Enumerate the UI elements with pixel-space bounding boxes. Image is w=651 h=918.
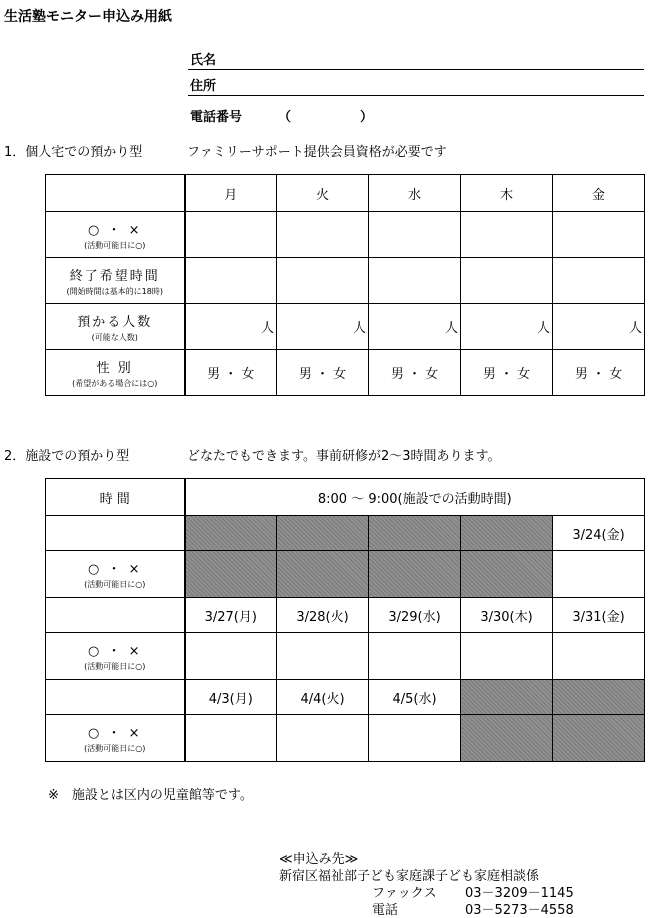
date-cell: 4/4(火): [277, 680, 369, 715]
section2-heading: 2．施設での預かり型: [4, 449, 130, 464]
time-value: 8:00 ～ 9:00(施設での活動時間): [185, 479, 645, 516]
gender-label: 性 別: [96, 360, 133, 376]
availability-sub: (活動可能日に○): [84, 744, 146, 753]
date-row-header: [46, 516, 185, 551]
gender-cell[interactable]: 男 ・ 女: [277, 350, 369, 396]
fax-label: ファックス: [372, 886, 437, 901]
end-time-sub: (開始時間は基本的に18時): [66, 286, 163, 296]
day-wed: 水: [369, 175, 461, 212]
availability-cell[interactable]: [185, 633, 277, 680]
phone-field[interactable]: [190, 106, 374, 125]
count-cell[interactable]: 人: [461, 304, 553, 350]
count-cell[interactable]: 人: [553, 304, 645, 350]
date-cell: 3/24(金): [553, 516, 645, 551]
address-field[interactable]: [188, 78, 644, 96]
date-cell: 3/31(金): [553, 598, 645, 633]
day-mon: 月: [185, 175, 277, 212]
availability-header: [46, 633, 185, 680]
availability-header: [46, 551, 185, 598]
contact-org: 新宿区福祉部子ども家庭課子ども家庭相談係: [279, 869, 540, 884]
availability-cell[interactable]: [461, 633, 553, 680]
availability-header: [46, 212, 185, 258]
end-time-cell[interactable]: [461, 258, 553, 304]
contact-heading: ≪申込み先≫: [279, 852, 359, 867]
end-time-label: 終了希望時間: [69, 268, 160, 284]
date-cell: 3/30(木): [461, 598, 553, 633]
day-tue: 火: [277, 175, 369, 212]
count-header: [46, 304, 185, 350]
availability-cell[interactable]: [185, 212, 277, 258]
shaded-cell: [277, 516, 369, 551]
phone-paren-close: ）: [360, 110, 374, 125]
availability-header: [46, 715, 185, 762]
count-cell[interactable]: 人: [277, 304, 369, 350]
end-time-cell[interactable]: [185, 258, 277, 304]
availability-cell[interactable]: [461, 212, 553, 258]
section1-note: ファミリーサポート提供会員資格が必要です: [187, 145, 447, 160]
availability-cell[interactable]: [553, 633, 645, 680]
availability-label: ○ ・ ×: [87, 562, 142, 577]
availability-cell[interactable]: [277, 715, 369, 762]
shaded-cell: [369, 516, 461, 551]
section1-heading: 1．個人宅での預かり型: [4, 145, 143, 160]
availability-cell[interactable]: [185, 715, 277, 762]
availability-cell[interactable]: [369, 715, 461, 762]
count-cell[interactable]: 人: [185, 304, 277, 350]
section2-note: どなたでもできます。事前研修が2～3時間あります。: [187, 449, 501, 464]
name-field[interactable]: [188, 52, 644, 70]
availability-cell[interactable]: [369, 633, 461, 680]
availability-label: ○ ・ ×: [87, 222, 142, 238]
availability-cell[interactable]: [553, 551, 645, 598]
availability-cell[interactable]: [277, 633, 369, 680]
end-time-header: [46, 258, 185, 304]
date-cell: 4/3(月): [185, 680, 277, 715]
facility-table: [45, 478, 645, 762]
tel-number: 03－5273－4558: [465, 903, 574, 918]
end-time-cell[interactable]: [369, 258, 461, 304]
availability-cell[interactable]: [553, 212, 645, 258]
count-sub: (可能な人数): [91, 332, 138, 342]
availability-label: ○ ・ ×: [87, 726, 142, 741]
date-cell: 4/5(水): [369, 680, 461, 715]
availability-cell[interactable]: [369, 212, 461, 258]
shaded-cell: [461, 551, 553, 598]
gender-sub: (希望がある場合には○): [72, 378, 158, 388]
day-thu: 木: [461, 175, 553, 212]
shaded-cell: [553, 680, 645, 715]
shaded-cell: [461, 680, 553, 715]
gender-cell[interactable]: 男 ・ 女: [369, 350, 461, 396]
date-row-header: [46, 680, 185, 715]
name-label: 氏名: [190, 53, 217, 68]
end-time-cell[interactable]: [553, 258, 645, 304]
date-row-header: [46, 598, 185, 633]
count-label: 預かる人数: [77, 314, 153, 330]
shaded-cell: [185, 516, 277, 551]
date-cell: 3/27(月): [185, 598, 277, 633]
availability-sub: (活動可能日に○): [84, 662, 146, 671]
gender-header: [46, 350, 185, 396]
shaded-cell: [461, 516, 553, 551]
gender-cell[interactable]: 男 ・ 女: [553, 350, 645, 396]
fax-number: 03－3209－1145: [465, 886, 574, 901]
time-header: 時 間: [46, 479, 185, 516]
count-cell[interactable]: 人: [369, 304, 461, 350]
shaded-cell: [185, 551, 277, 598]
shaded-cell: [277, 551, 369, 598]
address-label: 住所: [190, 79, 217, 94]
shaded-cell: [553, 715, 645, 762]
page-title: 生活塾モニター申込み用紙: [4, 9, 172, 25]
availability-sub: (活動可能日に○): [84, 240, 146, 250]
availability-sub: (活動可能日に○): [84, 580, 146, 589]
phone-paren-open: （: [278, 110, 292, 125]
date-cell: 3/29(水): [369, 598, 461, 633]
gender-cell[interactable]: 男 ・ 女: [185, 350, 277, 396]
phone-label: 電話番号: [190, 110, 243, 125]
home-care-table: [45, 174, 645, 396]
availability-label: ○ ・ ×: [87, 644, 142, 659]
corner-cell: [46, 175, 185, 212]
footnote: ※ 施設とは区内の児童館等です。: [48, 788, 253, 803]
day-fri: 金: [553, 175, 645, 212]
shaded-cell: [369, 551, 461, 598]
date-cell: 3/28(火): [277, 598, 369, 633]
end-time-cell[interactable]: [277, 258, 369, 304]
shaded-cell: [461, 715, 553, 762]
tel-label: 電話: [372, 903, 399, 918]
gender-cell[interactable]: 男 ・ 女: [461, 350, 553, 396]
availability-cell[interactable]: [277, 212, 369, 258]
